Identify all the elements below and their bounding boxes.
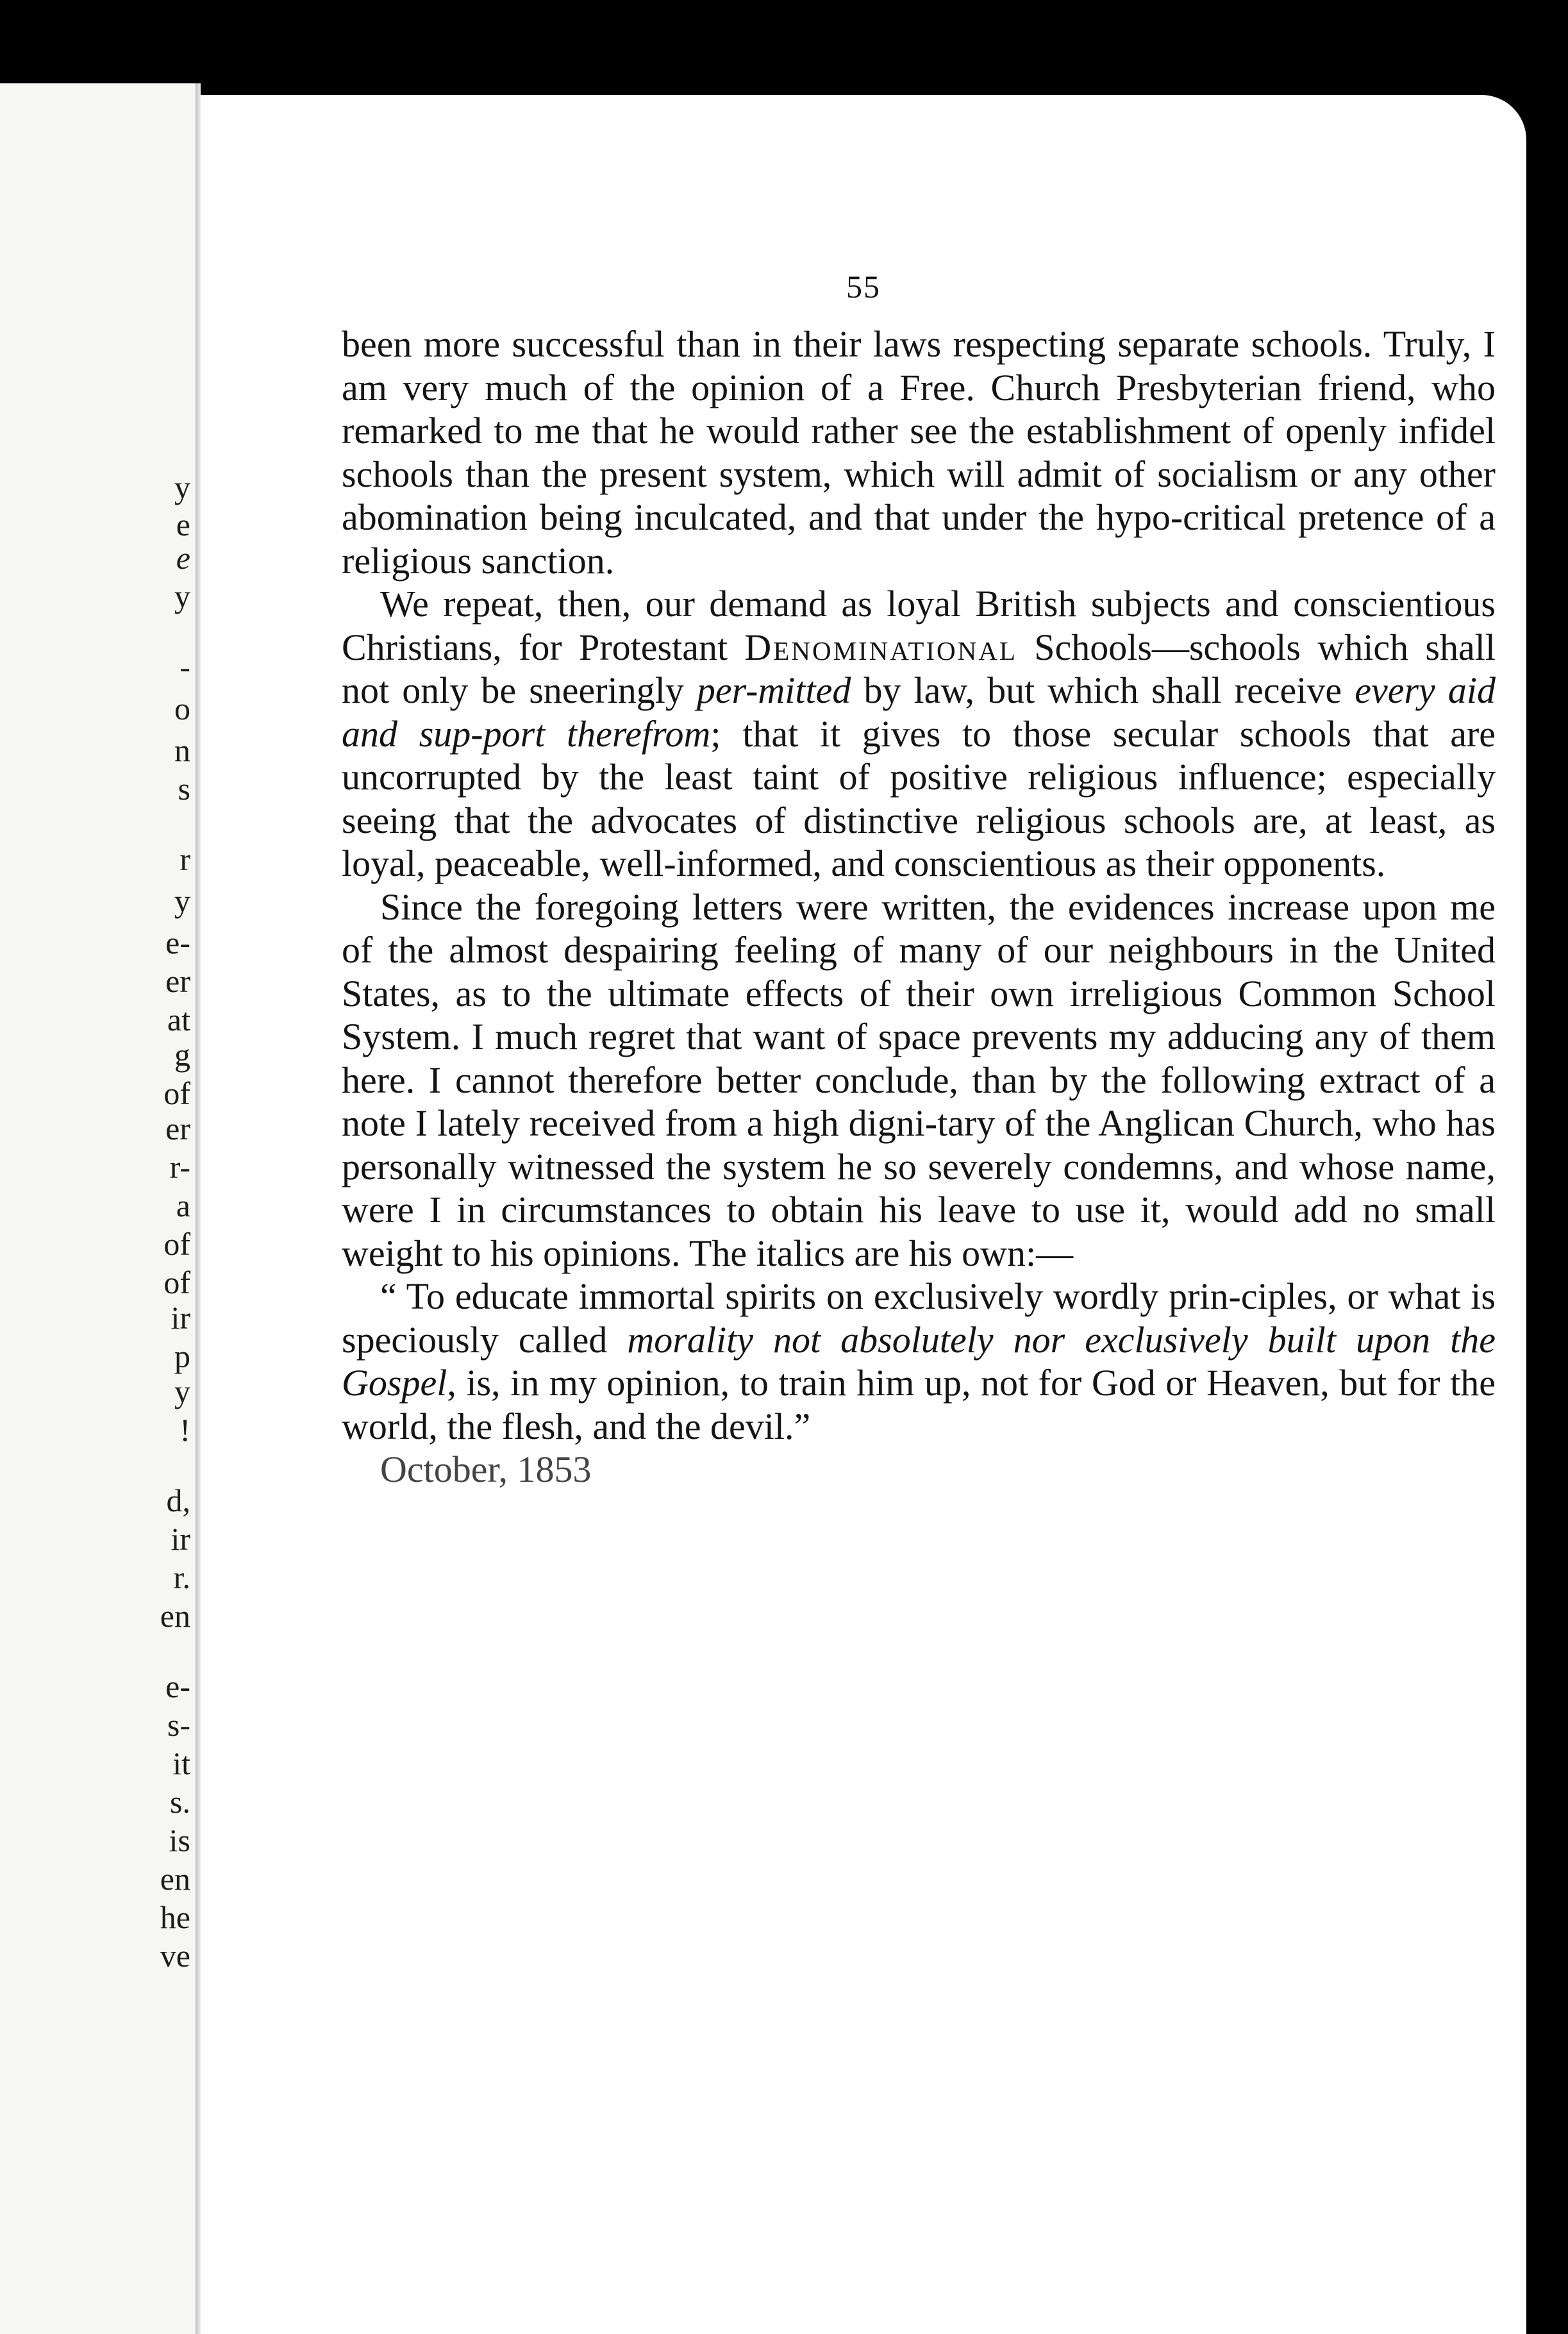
text-run: by law, but which shall receive — [851, 669, 1355, 711]
facing-page-fragment: - — [179, 649, 190, 685]
body-text — [342, 323, 1496, 1491]
page-number: 55 — [846, 269, 881, 305]
paragraph-1 — [342, 323, 1496, 582]
facing-page-fragment: is — [169, 1822, 190, 1858]
facing-page-fragment: a — [176, 1188, 190, 1223]
text-run: Since the foregoing letters were written, the evidences increase upon me of the almost despairing feeling of many of our neighbours in the United States, as to the ultimate effects of their own irreligious Common School System. I much regret that want of space prevents my adducing any of them here. I cannot therefore better conclude, than by the following extract of a note I lately received from a high digni-tary of the Anglican Church, who has personally witnessed the system he so severely condemns, and whose name, were I in circumstances to obtain his leave to use it, would add no small weight to his opinions. The italics are his own:— — [342, 886, 1496, 1274]
text-run: “ To educate immortal spirits on exclusively wordly prin-ciples, or what is speciously called — [342, 1275, 1496, 1361]
facing-page-fragment: y — [174, 469, 190, 505]
facing-page-fragment: e- — [165, 1668, 190, 1704]
facing-page-fragment: o — [174, 691, 190, 726]
facing-page-fragment: of — [163, 1264, 190, 1300]
facing-page-fragment: ir — [171, 1521, 190, 1557]
facing-page-fragment: n — [174, 732, 190, 768]
facing-page — [0, 83, 197, 2334]
text-run: Schools—schools which shall not only be sneeringly — [342, 626, 1496, 711]
facing-page-fragment: en — [160, 1861, 190, 1897]
text-run-smallcaps: Denominational — [744, 626, 1017, 668]
facing-page-fragment: e — [176, 507, 190, 542]
facing-page-fragment: d, — [166, 1482, 190, 1518]
facing-page-fragment: r. — [173, 1559, 190, 1595]
facing-page-fragment: he — [160, 1899, 190, 1935]
facing-page-fragment: s. — [170, 1784, 190, 1820]
text-run: been more successful than in their laws respecting separate schools. Truly, I am very much of the opinion of a Free. Church Presbyterian friend, who remarked to me that he would rather see the establishment of openly infidel schools than the present system, which will admit of socialism or any other abomination being inculcated, and that under the hypo-critical pretence of a religious sanction. — [342, 323, 1496, 582]
facing-page-fragment: g — [174, 1037, 190, 1073]
facing-page-fragment: of — [163, 1226, 190, 1262]
facing-page-fragment: of — [163, 1075, 190, 1111]
facing-page-fragment: s- — [167, 1707, 190, 1743]
facing-page-fragment: p — [174, 1338, 190, 1374]
page-gutter — [196, 83, 201, 2334]
facing-page-fragment: at — [167, 1002, 190, 1037]
paragraph-3 — [342, 886, 1496, 1275]
facing-page-fragment: y — [174, 1373, 190, 1409]
facing-page-fragment: s — [178, 771, 190, 807]
text-run: We repeat, then, our demand as loyal British subjects and conscientious Christians, for Protestant — [342, 583, 1496, 668]
facing-page-fragment: ! — [179, 1412, 190, 1448]
facing-page-fragment: r- — [169, 1149, 190, 1185]
facing-page-fragment: ir — [171, 1300, 190, 1336]
facing-page-fragment: e- — [165, 925, 190, 961]
paragraph-4-quote — [342, 1275, 1496, 1448]
facing-page-fragment: it — [172, 1745, 190, 1781]
facing-page-fragment: e — [176, 540, 190, 576]
paragraph-2 — [342, 582, 1496, 886]
text-run-italic: every aid and sup-port therefrom — [342, 669, 1496, 755]
date-line: October, 1853 — [380, 1448, 592, 1490]
facing-page-fragment: er — [165, 1111, 190, 1146]
text-run: , is, in my opinion, to train him up, not for God or Heaven, but for the world, the flesh, and the devil.” — [342, 1362, 1496, 1447]
text-run-italic: morality not absolutely nor exclusively built upon the Gospel — [342, 1318, 1496, 1404]
facing-page-fragment: ve — [160, 1938, 190, 1974]
facing-page-fragment: en — [160, 1598, 190, 1634]
facing-page-fragment: r — [179, 841, 190, 877]
facing-page-fragment: y — [174, 578, 190, 614]
text-run: ; that it gives to those secular schools that are uncorrupted by the least taint of positive religious influence; especially seeing that the advocates of distinctive religious schools are, at least, as loyal, peaceable, well-informed, and conscientious as their opponents. — [342, 712, 1496, 884]
facing-page-fragment: y — [174, 883, 190, 919]
book-page — [201, 95, 1526, 2334]
text-run-italic: per-mitted — [696, 669, 851, 711]
facing-page-fragment: er — [165, 963, 190, 999]
